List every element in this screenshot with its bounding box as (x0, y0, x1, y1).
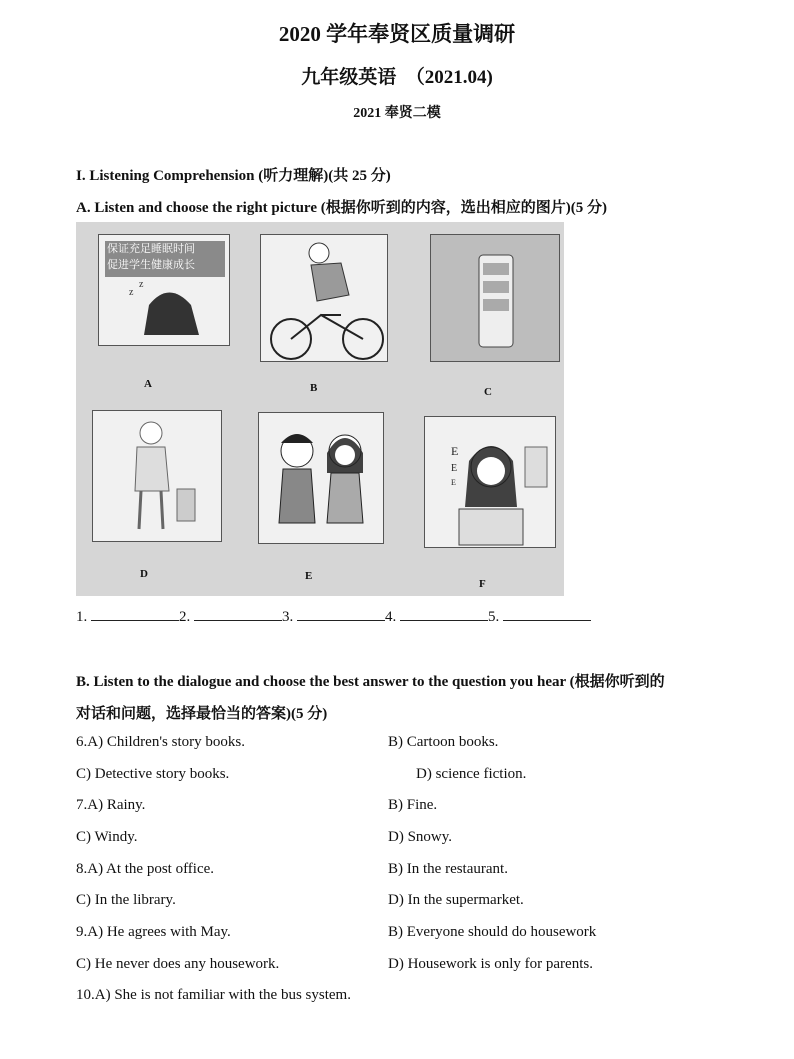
blank-3[interactable] (297, 608, 385, 621)
section-heading: I. Listening Comprehension (听力理解)(共 25 分) (76, 168, 391, 184)
picture-b-label: B (310, 382, 318, 394)
part-b-heading-1: B. Listen to the dialogue and choose the best answer to the question you hear (根据你听到的 (76, 674, 665, 690)
picture-d (92, 410, 222, 542)
picture-e (258, 412, 384, 544)
picture-e-label: E (305, 570, 313, 582)
picture-grid (76, 222, 564, 596)
blank-5-label: 5. (488, 609, 500, 625)
student-icon (93, 411, 221, 541)
phone-icon (431, 235, 559, 361)
picture-a-label: A (144, 378, 152, 390)
q9-option-b: B) Everyone should do housework (388, 924, 597, 940)
part-b-heading-2: 对话和问题，选择最恰当的答案)(5 分) (76, 706, 328, 722)
q8-option-c: C) In the library. (76, 892, 176, 908)
picture-c-label: C (484, 386, 492, 398)
picture-f-label: F (479, 578, 486, 590)
picture-b (260, 234, 388, 362)
svg-text:E: E (451, 463, 458, 474)
blank-5[interactable] (503, 608, 591, 621)
q9-option-a: 9.A) He agrees with May. (76, 924, 231, 940)
q8-option-d: D) In the supermarket. (388, 892, 524, 908)
q6-option-d: D) science fiction. (416, 766, 527, 782)
doc-title: 2020 学年奉贤区质量调研 (278, 22, 516, 46)
bicycle-icon (261, 235, 387, 361)
answer-blanks (76, 608, 591, 626)
q10-option-a: 10.A) She is not familiar with the bus system. (76, 987, 351, 1003)
q6-option-b: B) Cartoon books. (388, 734, 499, 750)
svg-text:E: E (451, 478, 456, 487)
blank-2-label: 2. (179, 609, 191, 625)
q9-option-c: C) He never does any housework. (76, 956, 280, 972)
q7-option-a: 7.A) Rainy. (76, 797, 146, 813)
blank-4[interactable] (400, 608, 488, 621)
svg-text:E: E (451, 444, 459, 458)
picture-c (430, 234, 560, 362)
q7-option-b: B) Fine. (388, 797, 438, 813)
poster-line-1: 保证充足睡眠时间 (107, 242, 195, 255)
part-a-heading: A. Listen and choose the right picture (根据你听到的内容，选出相应的图片)(5 分) (76, 200, 607, 216)
girl-eye-chart-icon (425, 417, 555, 547)
blank-4-label: 4. (385, 609, 397, 625)
q8-option-a: 8.A) At the post office. (76, 861, 215, 877)
q6-option-c: C) Detective story books. (76, 766, 230, 782)
poster-line-2: 促进学生健康成长 (107, 258, 195, 271)
blank-3-label: 3. (282, 609, 294, 625)
sleeping-girl-icon (99, 235, 229, 345)
svg-text:z: z (139, 279, 144, 290)
picture-a (98, 234, 230, 346)
blank-1-label: 1. (76, 609, 88, 625)
q9-option-d: D) Housework is only for parents. (388, 956, 593, 972)
doc-subtitle: 九年级英语 （2021.04) (301, 67, 493, 88)
picture-d-label: D (140, 568, 148, 580)
boy-girl-icon (259, 413, 383, 543)
q7-option-d: D) Snowy. (388, 829, 453, 845)
q6-option-a: 6.A) Children's story books. (76, 734, 245, 750)
picture-f (424, 416, 556, 548)
blank-2[interactable] (194, 608, 282, 621)
q8-option-b: B) In the restaurant. (388, 861, 508, 877)
q7-option-c: C) Windy. (76, 829, 138, 845)
svg-text:z: z (129, 287, 134, 298)
doc-tag: 2021 奉贤二模 (353, 106, 441, 121)
blank-1[interactable] (91, 608, 179, 621)
